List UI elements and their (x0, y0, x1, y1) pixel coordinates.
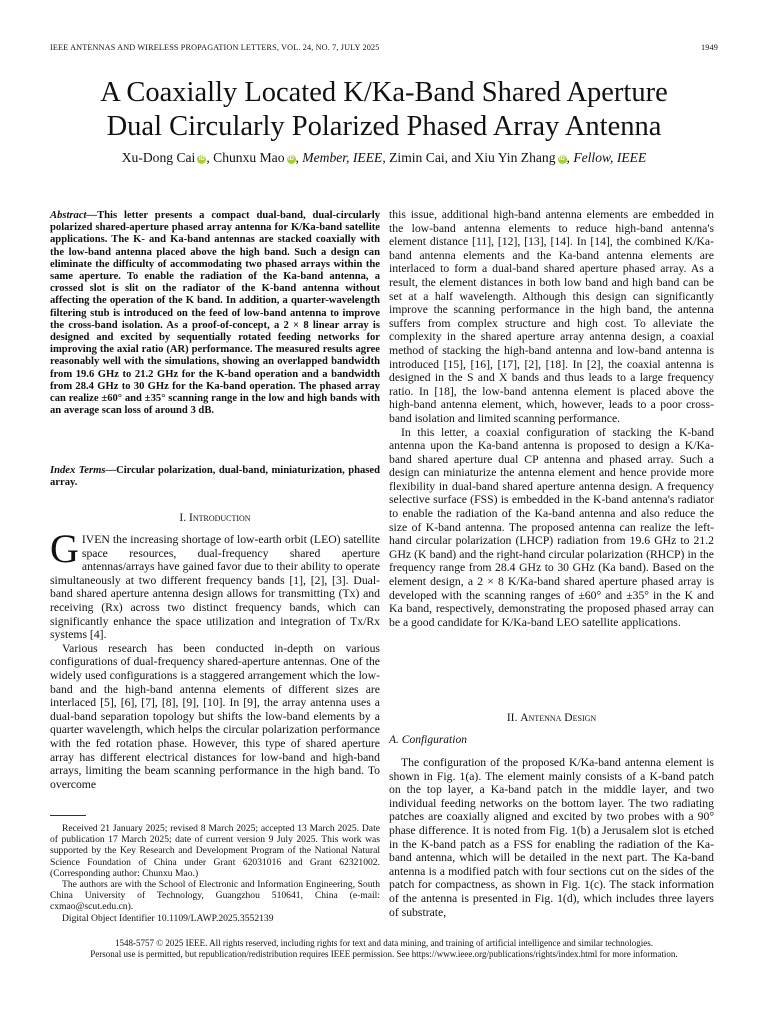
subsection-heading-configuration: A. Configuration (389, 734, 467, 746)
index-terms-label: Index Terms— (50, 465, 117, 476)
permission-line: Personal use is permitted, but republication/redistribution requires IEEE permission. See https://www.ieee.org/publications/rights/index.html for more information. (90, 949, 678, 960)
orcid-icon[interactable]: iD (198, 156, 205, 162)
copyright-line: 1548-5757 © 2025 IEEE. All rights reserved, including rights for text and data mining, and training of artificial intelligence and similar technologies. (115, 938, 653, 948)
index-terms-text: Circular polarization, dual-band, miniaturization, phased array. (50, 465, 380, 489)
section-title: Antenna Design (520, 712, 597, 724)
author-1: Xu-Dong Cai (121, 150, 196, 165)
page-number: 1949 (701, 43, 718, 52)
footnote-doi: Digital Object Identifier 10.1109/LAWP.2025.3552139 (62, 912, 274, 924)
orcid-icon[interactable]: iD (559, 156, 566, 162)
intro-body (50, 526, 380, 791)
abstract (50, 210, 380, 417)
drop-cap: G (50, 526, 79, 571)
footnote-affiliation: The authors are with the School of Electronic and Information Engineering, South China University of Technology, Guangzhou 510641, China (e-mail: cxmao@scut.edu.cn). (50, 879, 380, 913)
right-paragraph-1: this issue, additional high-band antenna elements are embedded in the low-band antenna elements to reduce high-band antenna's element distance [11], [12], [13], [14]. In [14], the combined K/Ka-band antenna elements and the Ka-band antenna elements are interlaced to form a dual-band shared aperture phased array. As a result, the element distances in both low band and high band can be set at a half wavelength. Although this design can significantly improve the scanning performance in the high band, the antenna suffers from complex structure and high cost. To alleviate the complexity in the shared aperture array antenna design, a coaxial method of stacking the high-band antenna and low-band antenna is introduced [15], [16], [17], [2], [18]. In [2], the coaxial antenna is designed in the S and X bands and thus leads to a large frequency ratio. In [18], the low-band antenna element is placed above the high-band antenna element, which, however, leads to a poor cross-band isolation and limited scanning performance. (389, 208, 714, 425)
author-2: Chunxu Mao (213, 150, 285, 165)
configuration-body (389, 756, 714, 919)
section-heading-antenna-design: II. Antenna Design (506, 712, 597, 724)
author-list: Xu-Dong Cai iD , Chunxu Mao iD , Member, IEEE, Zimin Cai, and Xiu Yin Zhang iD , Fellow, IEEE (121, 150, 647, 165)
copyright-footer (30, 938, 738, 960)
intro-paragraph-2: Various research has been conducted in-depth on various configurations of dual-frequency shared-aperture antennas. One of the widely used configurations is a staggered arrangement which the low-band and the high-band antenna elements of different sizes are interlaced [5], [6], [7], [8], [9], [10]. In [9], the array antenna uses a dual-band separation topology but shifts the low-band elements by a quarter wavelength, which helps the circular polarization performance with the fed rotation phase. However, this type of shared aperture array has different electrical distances for low-band and high-band arrays, limiting the beam scanning performance in the high band. To overcome (50, 641, 380, 791)
footnote-divider (50, 815, 86, 816)
journal-info: IEEE ANTENNAS AND WIRELESS PROPAGATION LETTERS, VOL. 24, NO. 7, JULY 2025 (50, 43, 380, 52)
author-4-role: Fellow, IEEE (573, 150, 647, 165)
author-3-4: Zimin Cai, and Xiu Yin Zhang (389, 150, 556, 165)
index-terms (50, 465, 380, 489)
title-line-1: A Coaxially Located K/Ka-Band Shared Aperture (100, 77, 668, 108)
configuration-paragraph: The configuration of the proposed K/Ka-band antenna element is shown in Fig. 1(a). The element mainly consists of a K-band patch on the top layer, a Ka-band patch in the middle layer, and two individual feeding networks on the bottom layer. The two radiating patches are coaxially aligned and excited by two probes with a 90° phase difference. It is noted from Fig. 1(b) a Jerusalem slot is etched in the K-band patch as a FSS for enabling the radiation of the Ka-band antenna, which will be detailed in the next part. The Ka-band antenna is a modified patch with four sections cut on the sides of the patch for compactness, as shown in Fig. 1(c). The stack information of the antenna is presented in Fig. 1(d), which includes three layers of substrate, (389, 756, 714, 919)
right-column-body (389, 208, 714, 629)
title-line-2: Dual Circularly Polarized Phased Array Antenna (106, 111, 662, 142)
right-paragraph-2: In this letter, a coaxial configuration of stacking the K-band antenna upon the Ka-band antenna is proposed to design a K/Ka-band shared aperture dual CP antenna and phased array. Such a design can miniaturize the antenna element and hence provide more flexibility in dual-band shared aperture antenna design. A frequency selective surface (FSS) is embedded in the K-band antenna's radiator to enable the radiation of the Ka-band antenna and also reduce the size of K-band antenna. The proposed antenna can realize the left-hand circular polarization (LHCP) radiation from 19.6 GHz to 21.2 GHz (K band) and the right-hand circular polarization (RHCP) in the frequency range from 28.4 GHz to 30 GHz (Ka band). Based on the element design, a 2 × 8 K/Ka-band shared aperture phased array is developed with the scanning ranges of ±60° and ±35° in the K and Ka band, respectively, demonstrating the proposed phased array can be a good candidate for K/Ka-band LEO satellite applications. (389, 425, 714, 629)
footnotes (50, 823, 380, 924)
section-heading-intro: I. Introduction (179, 512, 251, 524)
intro-paragraph-1: GIVEN the increasing shortage of low-earth orbit (LEO) satellite space resources, dual-frequency shared aperture antennas/arrays have gained favor due to their ability to operate simultaneously at two different frequency bands [1], [2], [3]. Dual-band shared aperture antenna design allows for transmitting (Tx) and receiving (Rx) across two distinct frequency bands, which can significantly enhance the space utilization and integration of Tx/Rx systems [4]. (50, 526, 380, 642)
running-header (50, 43, 718, 55)
abstract-text: This letter presents a compact dual-band, dual-circularly polarized shared-aperture phased array antenna for K/Ka-band satellite applications. The K- and Ka-band antennas are stacked coaxially with the low-band antenna placed above the high band. Such a design can eliminate the difficulty of accommodating two phased arrays within the same aperture. To enable the radiation of the Ka-band antenna, a crossed slot is slit on the radiator of the K-band antenna without affecting the operation of the K band. In addition, a quarter-wavelength filtering stub is introduced on the feed of low-band antenna to improve the cross-band isolation. As a proof-of-concept, a 2 × 8 linear array is designed and excited by sequentially rotated feeding networks for improving the axial ratio (AR) performance. The measured results agree reasonably well with the simulations, showing an overlapped bandwidth from 19.6 GHz to 21.2 GHz for the K-band operation and a bandwidth from 28.4 GHz to 30 GHz for the Ka-band operation. The phased array can realize ±60° and ±35° scanning range in the low and high bands with an average scan loss of around 3 dB. (50, 210, 380, 417)
paper-title (40, 76, 728, 144)
section-title: Introduction (188, 512, 251, 524)
author-2-role: Member, IEEE (302, 150, 383, 165)
footnote-received: Received 21 January 2025; revised 8 March 2025; accepted 13 March 2025. Date of publication 17 March 2025; date of current version 9 July 2025. This work was supported by the Key Research and Development Program of the National Natural Science Foundation of China under Grant 62031016 and Grant 62321002. (Corresponding author: Chunxu Mao.) (50, 823, 380, 879)
orcid-icon[interactable]: iD (288, 156, 294, 162)
abstract-label: Abstract— (50, 210, 98, 221)
